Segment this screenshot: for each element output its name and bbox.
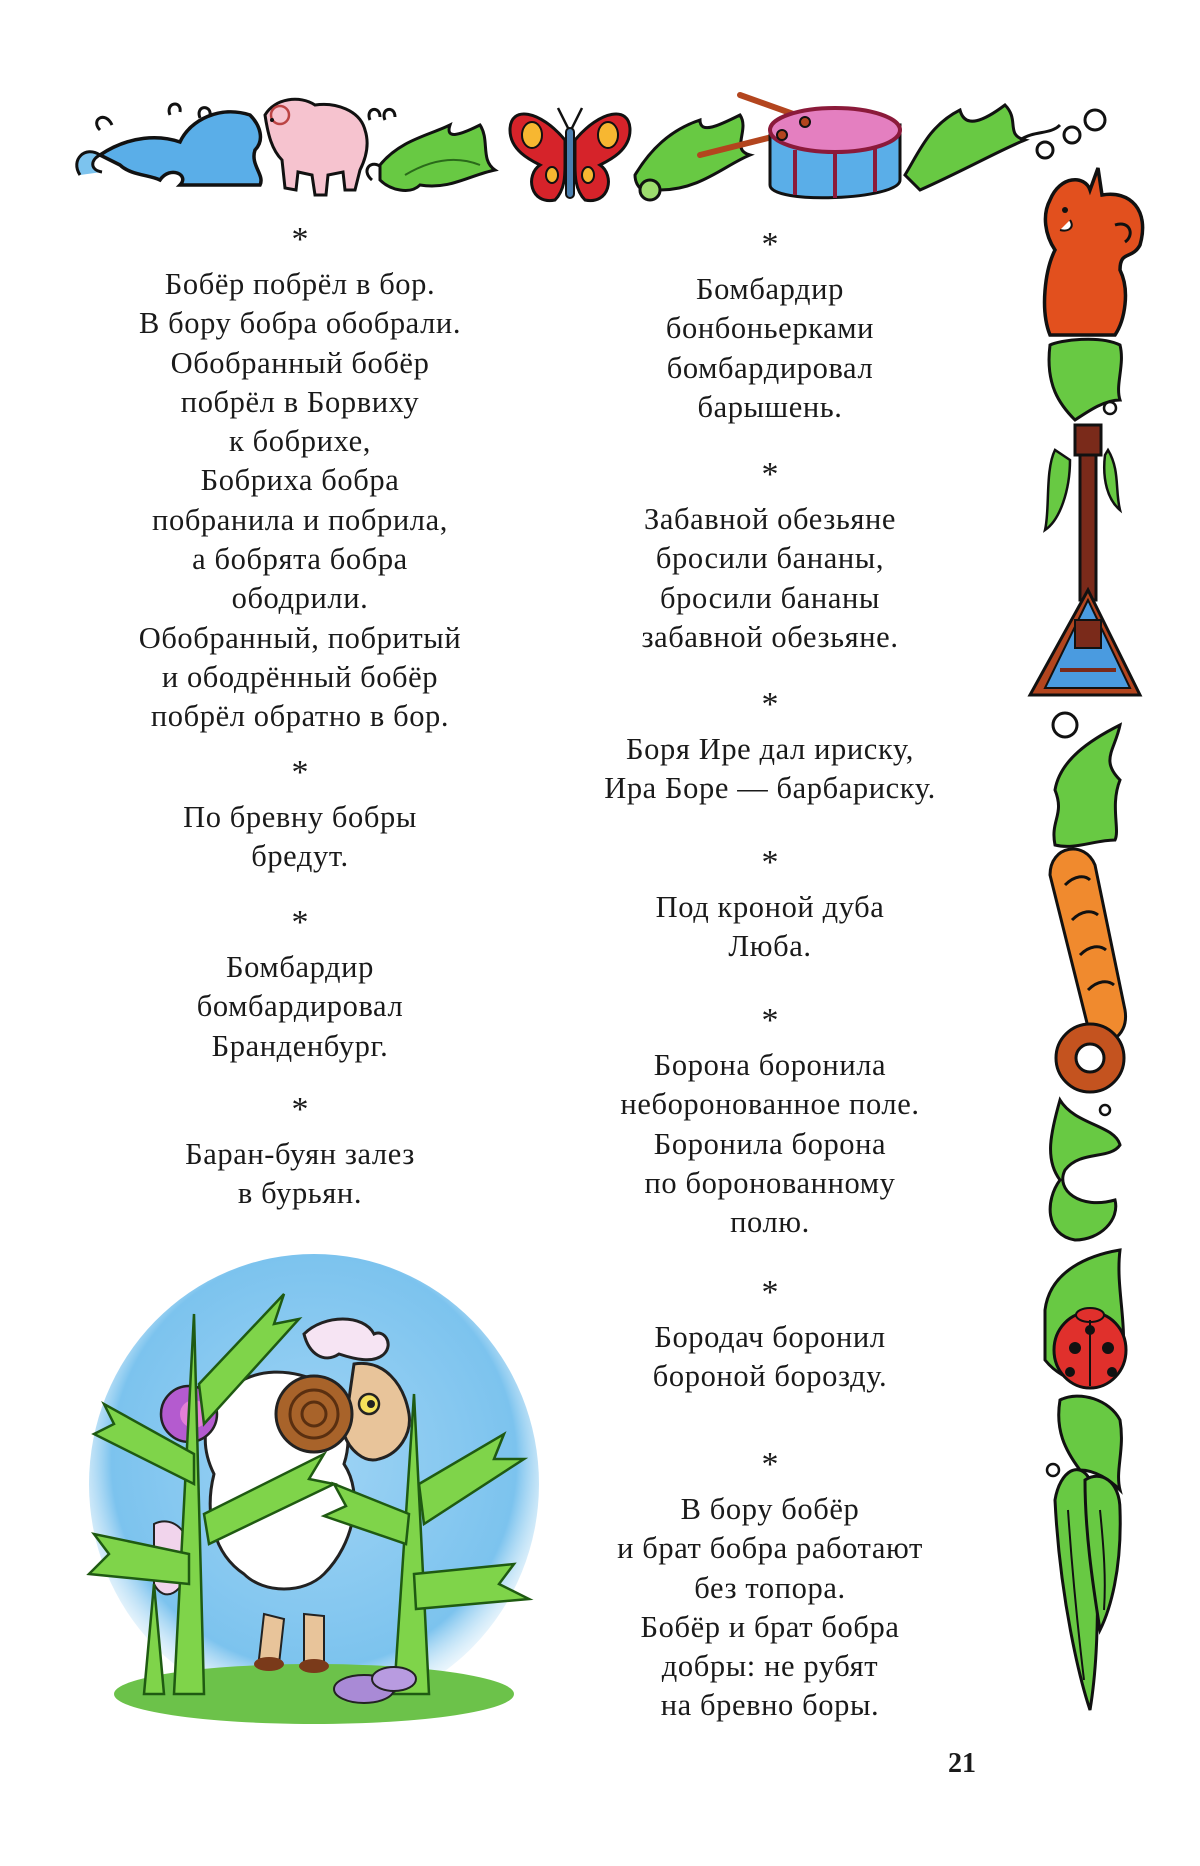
stanza-beaver-in-forest — [60, 215, 540, 737]
poem-line: полю. — [730, 1205, 810, 1240]
stanza-ram-in-weeds — [60, 1085, 540, 1214]
asterisk-separator: * — [291, 1091, 309, 1128]
green-leaf-icon — [635, 115, 750, 200]
poem-line: бросили бананы, — [655, 541, 885, 576]
asterisk-separator: * — [761, 226, 779, 263]
poem-line: Бородач боронил — [654, 1320, 886, 1354]
asterisk-separator: * — [761, 1446, 779, 1483]
green-leaf-icon — [1053, 713, 1120, 846]
poem-line: забавной обезьяне. — [641, 619, 899, 654]
poem-line: побранила и побрила, — [152, 502, 448, 537]
top-ornament-border — [60, 80, 1120, 220]
poem-line: В бору бобра обобрали. — [138, 306, 462, 341]
poem-line: к бобрихе, — [229, 424, 371, 459]
poem-line: Забавной обезьяне — [643, 502, 897, 536]
poem-line: бороной борозду. — [652, 1359, 888, 1394]
poem-line: и ободрённый бобёр — [161, 659, 439, 694]
blue-wave-swirl-icon — [77, 104, 261, 185]
poem-line: Бранденбург. — [211, 1028, 389, 1063]
poem-line: добры: не рубят — [661, 1649, 879, 1684]
poem-line: побрёл обратно в бор. — [150, 699, 450, 734]
poem-line: Под кроной дуба — [655, 890, 885, 924]
green-leaf-icon — [367, 109, 495, 190]
poem-line: В бору бобёр — [680, 1492, 860, 1526]
poem-line: бредут. — [251, 839, 349, 874]
poem-line: бросили бананы — [660, 580, 880, 615]
poem-line: а бобрята бобра — [192, 542, 408, 577]
poem-line: Баран-буян залез — [185, 1137, 415, 1171]
asterisk-separator: * — [291, 754, 309, 791]
poem-line: в бурьян. — [237, 1176, 363, 1211]
stanza-harrow-field — [540, 996, 1000, 1242]
asterisk-separator: * — [761, 456, 779, 493]
poem-line: ободрили. — [231, 581, 369, 616]
poem-line: по боронованному — [644, 1165, 896, 1200]
red-butterfly-icon — [510, 108, 630, 201]
poem-line: на бревно боры. — [660, 1688, 880, 1723]
stanza-borya-ira — [540, 680, 1000, 809]
long-green-leaves-icon — [1047, 1396, 1121, 1710]
stanza-beaver-and-brother — [540, 1440, 1000, 1726]
balalaika-icon — [1030, 425, 1140, 695]
asterisk-separator: * — [761, 844, 779, 881]
poem-line: побрёл в Борвиху — [180, 384, 420, 419]
poem-line: Бобёр и брат бобра — [640, 1609, 900, 1644]
stanza-monkey-bananas — [540, 450, 1000, 657]
bagel-icon — [1056, 1024, 1124, 1092]
poem-line: Люба. — [728, 929, 812, 964]
asterisk-separator: * — [291, 221, 309, 258]
poem-line: Ира Боре — барбариску. — [604, 771, 936, 806]
poem-line: Бобриха бобра — [200, 463, 400, 498]
stanza-bombardier-brandenburg — [60, 898, 540, 1066]
asterisk-separator: * — [761, 1274, 779, 1311]
poem-line: Бобёр побрёл в бор. — [164, 267, 436, 301]
stanza-beavers-on-log — [60, 748, 540, 877]
green-scroll-leaf-icon — [1050, 1100, 1120, 1240]
poem-line: Бомбардир — [226, 950, 374, 984]
stanza-bearded-man-furrow — [540, 1268, 1000, 1397]
poem-line: Боря Ире дал ириску, — [626, 732, 914, 766]
poem-line: неборонованное поле. — [620, 1087, 920, 1122]
poem-line: Обобранный, побритый — [138, 620, 462, 655]
stanza-bombardier-bonbonnieres — [540, 220, 1000, 427]
poem-line: и брат бобра работают — [617, 1531, 923, 1566]
ladybug-icon — [1045, 1250, 1126, 1388]
orange-squirrel-icon — [1045, 168, 1143, 335]
pink-ram-icon — [265, 99, 367, 195]
asterisk-separator: * — [761, 1002, 779, 1039]
baguette-icon — [1050, 849, 1126, 1042]
poem-line: Бомбардир — [696, 272, 844, 306]
page-number: 21 — [948, 1748, 976, 1779]
poem-line: барышень. — [697, 389, 843, 424]
ram-in-thistles-illustration — [84, 1254, 544, 1734]
asterisk-separator: * — [291, 904, 309, 941]
poem-line: Боронила борона — [653, 1126, 887, 1161]
poem-line: Борона боронила — [653, 1048, 887, 1082]
poem-line: бомбардировал — [666, 350, 874, 385]
right-ornament-border — [1020, 150, 1160, 1800]
stanza-oak-lyuba — [540, 838, 1000, 967]
green-leaf-icon — [1049, 339, 1121, 420]
poem-line: бомбардировал — [196, 989, 404, 1024]
drum-with-sticks-icon — [700, 95, 900, 198]
poem-line: бонбоньерками — [665, 311, 875, 346]
poem-line: без топора. — [694, 1570, 846, 1605]
poem-line: По бревну бобры — [183, 800, 417, 834]
poem-line: Обобранный бобёр — [170, 345, 430, 380]
asterisk-separator: * — [761, 686, 779, 723]
